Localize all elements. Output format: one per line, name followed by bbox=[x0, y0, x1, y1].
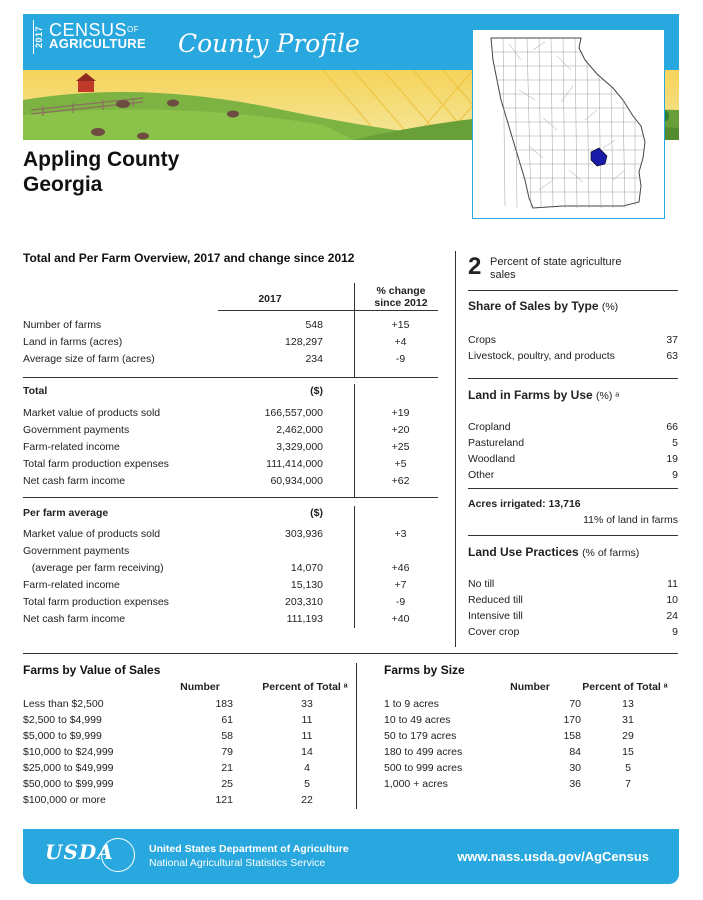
perfarm-unit: ($) bbox=[310, 507, 323, 519]
overview-row bbox=[23, 457, 438, 471]
right-row bbox=[468, 333, 678, 347]
row-label: Market value of products sold bbox=[23, 407, 161, 419]
logo-of: OF bbox=[127, 25, 140, 34]
row-label: Crops bbox=[468, 334, 497, 346]
row-percent: 29 bbox=[622, 730, 634, 742]
row-value-change: +20 bbox=[391, 424, 410, 436]
row-value-2017: 128,297 bbox=[285, 336, 323, 348]
overview-row bbox=[23, 423, 438, 437]
overview-row bbox=[23, 544, 438, 558]
row-percent: 4 bbox=[304, 762, 310, 774]
right-row bbox=[468, 625, 678, 639]
table-row bbox=[23, 761, 323, 775]
perfarm-heading-row bbox=[23, 506, 438, 520]
row-label: Market value of products sold bbox=[23, 528, 161, 540]
row-value-2017: 548 bbox=[305, 319, 323, 331]
usda-logo: USDA bbox=[45, 840, 114, 864]
logo-agriculture: AGRICULTURE bbox=[49, 36, 146, 51]
row-label: Farm-related income bbox=[23, 579, 120, 591]
table-row bbox=[384, 761, 684, 775]
overview-row bbox=[23, 527, 438, 541]
row-value-change: -9 bbox=[395, 596, 406, 608]
row-label: Cover crop bbox=[468, 626, 520, 638]
total-label: Total bbox=[23, 385, 48, 397]
share-title-text: Share of Sales by Type bbox=[468, 299, 599, 313]
farm-size-percent-header: Percent of Total ᵃ bbox=[582, 681, 668, 693]
perfarm-rule bbox=[23, 497, 438, 498]
row-label: Livestock, poultry, and products bbox=[468, 350, 615, 362]
right-row bbox=[468, 593, 678, 607]
table-row bbox=[23, 745, 323, 759]
row-label: Total farm production expenses bbox=[23, 596, 169, 608]
row-label: Pastureland bbox=[468, 437, 525, 449]
row-value: 11 bbox=[667, 578, 678, 590]
farm-size-number-header: Number bbox=[510, 681, 550, 693]
row-label: 500 to 999 acres bbox=[384, 762, 463, 774]
row-value-change: +3 bbox=[394, 528, 407, 540]
row-number: 170 bbox=[563, 714, 581, 726]
row-value-2017: 303,936 bbox=[285, 528, 323, 540]
footer-url-link[interactable]: www.nass.usda.gov/AgCensus bbox=[457, 849, 649, 864]
row-label: 50 to 179 acres bbox=[384, 730, 457, 742]
land-title-text: Land in Farms by Use bbox=[468, 388, 593, 402]
census-logo bbox=[33, 20, 146, 54]
row-value: 19 bbox=[666, 453, 678, 465]
row-value-change: +40 bbox=[391, 613, 410, 625]
overview-row bbox=[23, 440, 438, 454]
farm-size-title: Farms by Size bbox=[384, 663, 465, 677]
row-percent: 15 bbox=[622, 746, 634, 758]
row-label: Total farm production expenses bbox=[23, 458, 169, 470]
row-label: Land in farms (acres) bbox=[23, 336, 123, 348]
total-rule bbox=[23, 377, 438, 378]
right-rule-4 bbox=[468, 535, 678, 536]
row-value-2017: 203,310 bbox=[285, 596, 323, 608]
row-label: $25,000 to $49,999 bbox=[23, 762, 114, 774]
row-value-change: +25 bbox=[391, 441, 410, 453]
acres-irrigated-pct bbox=[468, 513, 678, 527]
overview-row bbox=[23, 352, 438, 366]
row-value-change: -9 bbox=[395, 353, 406, 365]
share-title bbox=[468, 299, 618, 313]
value-sales-percent-header: Percent of Total ᵃ bbox=[262, 681, 348, 693]
row-label: No till bbox=[468, 578, 495, 590]
row-label: Government payments bbox=[23, 424, 130, 436]
row-value-2017: 60,934,000 bbox=[270, 475, 323, 487]
row-percent: 5 bbox=[625, 762, 631, 774]
row-value: 24 bbox=[666, 610, 678, 622]
overview-row bbox=[23, 335, 438, 349]
percent-state-line2: sales bbox=[490, 269, 516, 281]
row-number: 158 bbox=[563, 730, 581, 742]
right-rule-3 bbox=[468, 488, 678, 489]
land-title bbox=[468, 388, 619, 402]
row-value-2017: 234 bbox=[305, 353, 323, 365]
county-name: Appling County bbox=[23, 148, 180, 171]
row-label: Average size of farm (acres) bbox=[23, 353, 155, 365]
row-label: 10 to 49 acres bbox=[384, 714, 451, 726]
row-label: $5,000 to $9,999 bbox=[23, 730, 102, 742]
county-heading bbox=[23, 147, 179, 197]
value-sales-title: Farms by Value of Sales bbox=[23, 663, 161, 677]
row-percent: 13 bbox=[622, 698, 634, 710]
col-change-header bbox=[360, 285, 442, 309]
row-label: Woodland bbox=[468, 453, 516, 465]
acres-irrigated-text: Acres irrigated: 13,716 bbox=[468, 498, 581, 510]
row-value-change: +5 bbox=[394, 458, 407, 470]
table-row bbox=[384, 697, 684, 711]
state-name: Georgia bbox=[23, 173, 103, 196]
row-value-change: +19 bbox=[391, 407, 410, 419]
col-change-line1: % change bbox=[376, 285, 426, 297]
row-value: 37 bbox=[666, 334, 678, 346]
right-rule-1 bbox=[468, 290, 678, 291]
practices-title-text: Land Use Practices bbox=[468, 545, 579, 559]
row-percent: 11 bbox=[301, 730, 313, 742]
practices-title bbox=[468, 545, 639, 559]
table-row bbox=[384, 777, 684, 791]
row-value-change: +46 bbox=[391, 562, 410, 574]
table-row bbox=[23, 793, 323, 807]
row-percent: 31 bbox=[622, 714, 634, 726]
table-row bbox=[384, 745, 684, 759]
footer-department: United States Department of Agriculture bbox=[149, 843, 349, 855]
row-value-2017: 2,462,000 bbox=[276, 424, 323, 436]
row-value-change: +4 bbox=[394, 336, 407, 348]
row-value: 5 bbox=[672, 437, 678, 449]
bottom-divider bbox=[356, 663, 357, 809]
right-row bbox=[468, 436, 678, 450]
total-unit: ($) bbox=[310, 385, 323, 397]
column-divider bbox=[455, 251, 456, 647]
state-map bbox=[472, 29, 665, 219]
row-percent: 33 bbox=[301, 698, 313, 710]
land-unit: (%) ᵃ bbox=[596, 390, 620, 402]
row-label: Cropland bbox=[468, 421, 511, 433]
row-label: (average per farm receiving) bbox=[23, 562, 164, 574]
row-number: 30 bbox=[569, 762, 581, 774]
right-row bbox=[468, 452, 678, 466]
footer-bar bbox=[23, 829, 679, 884]
row-label: 1 to 9 acres bbox=[384, 698, 439, 710]
row-value-2017: 15,130 bbox=[290, 579, 323, 591]
table-row bbox=[23, 697, 323, 711]
acres-irrigated bbox=[468, 497, 678, 511]
census-seal-icon bbox=[101, 838, 135, 872]
row-label: 1,000 + acres bbox=[384, 778, 448, 790]
row-number: 183 bbox=[215, 698, 233, 710]
percent-state-text bbox=[490, 256, 621, 282]
practices-unit: (% of farms) bbox=[582, 547, 640, 559]
row-percent: 22 bbox=[301, 794, 313, 806]
row-value-change: +15 bbox=[391, 319, 410, 331]
right-row bbox=[468, 349, 678, 363]
row-label: $2,500 to $4,999 bbox=[23, 714, 102, 726]
overview-row bbox=[23, 578, 438, 592]
header-rule bbox=[218, 310, 438, 311]
row-number: 25 bbox=[221, 778, 233, 790]
right-row bbox=[468, 609, 678, 623]
row-value-change: +62 bbox=[391, 475, 410, 487]
percent-state-line1: Percent of state agriculture bbox=[490, 256, 622, 268]
overview-row bbox=[23, 406, 438, 420]
row-label: Net cash farm income bbox=[23, 613, 126, 625]
overview-row bbox=[23, 318, 438, 332]
row-value-change: +7 bbox=[394, 579, 407, 591]
row-label: Other bbox=[468, 469, 495, 481]
row-label: 180 to 499 acres bbox=[384, 746, 463, 758]
col-change-line2: since 2012 bbox=[374, 297, 428, 309]
share-unit: (%) bbox=[601, 301, 619, 313]
table-row bbox=[23, 729, 323, 743]
row-number: 70 bbox=[569, 698, 581, 710]
overview-row bbox=[23, 474, 438, 488]
right-row bbox=[468, 420, 678, 434]
overview-title: Total and Per Farm Overview, 2017 and change since 2012 bbox=[23, 251, 355, 265]
logo-year: 2017 bbox=[33, 20, 46, 54]
row-label: Government payments bbox=[23, 545, 130, 557]
row-label: $100,000 or more bbox=[23, 794, 106, 806]
row-number: 61 bbox=[221, 714, 233, 726]
table-row bbox=[23, 713, 323, 727]
bottom-rule bbox=[23, 653, 678, 654]
row-label: $10,000 to $24,999 bbox=[23, 746, 114, 758]
right-row bbox=[468, 577, 678, 591]
overview-row bbox=[23, 612, 438, 626]
table-row bbox=[384, 713, 684, 727]
row-number: 121 bbox=[215, 794, 233, 806]
row-percent: 11 bbox=[301, 714, 313, 726]
row-number: 58 bbox=[221, 730, 233, 742]
row-label: Less than $2,500 bbox=[23, 698, 104, 710]
footer-agency: National Agricultural Statistics Service bbox=[149, 857, 326, 869]
table-row bbox=[384, 729, 684, 743]
row-label: $50,000 to $99,999 bbox=[23, 778, 114, 790]
row-label: Intensive till bbox=[468, 610, 523, 622]
value-sales-number-header: Number bbox=[180, 681, 220, 693]
page-title: County Profile bbox=[178, 29, 360, 58]
row-value: 66 bbox=[666, 421, 678, 433]
row-value-2017: 111,193 bbox=[286, 613, 323, 625]
row-value-2017: 111,414,000 bbox=[266, 458, 323, 470]
row-percent: 5 bbox=[304, 778, 310, 790]
row-label: Farm-related income bbox=[23, 441, 120, 453]
row-value: 63 bbox=[666, 350, 678, 362]
percent-state-value: 2 bbox=[468, 253, 482, 280]
perfarm-label: Per farm average bbox=[23, 507, 109, 519]
row-value: 9 bbox=[672, 626, 678, 638]
overview-row bbox=[23, 561, 438, 575]
row-label: Reduced till bbox=[468, 594, 523, 606]
right-rule-2 bbox=[468, 378, 678, 379]
row-value-2017: 3,329,000 bbox=[276, 441, 323, 453]
row-percent: 14 bbox=[301, 746, 313, 758]
row-label: Net cash farm income bbox=[23, 475, 126, 487]
row-percent: 7 bbox=[625, 778, 631, 790]
right-row bbox=[468, 468, 678, 482]
row-value: 10 bbox=[666, 594, 678, 606]
table-row bbox=[23, 777, 323, 791]
row-number: 84 bbox=[569, 746, 581, 758]
row-number: 36 bbox=[569, 778, 581, 790]
row-number: 79 bbox=[221, 746, 233, 758]
total-heading-row bbox=[23, 384, 438, 398]
row-value-2017: 166,557,000 bbox=[264, 407, 323, 419]
row-value-2017: 14,070 bbox=[290, 562, 323, 574]
logo-census: CENSUS bbox=[49, 20, 128, 40]
overview-row bbox=[23, 595, 438, 609]
row-number: 21 bbox=[221, 762, 233, 774]
row-value: 9 bbox=[672, 469, 678, 481]
row-label: Number of farms bbox=[23, 319, 102, 331]
col-2017-header: 2017 bbox=[258, 293, 282, 305]
acres-irrigated-pct-text: 11% of land in farms bbox=[583, 514, 678, 526]
